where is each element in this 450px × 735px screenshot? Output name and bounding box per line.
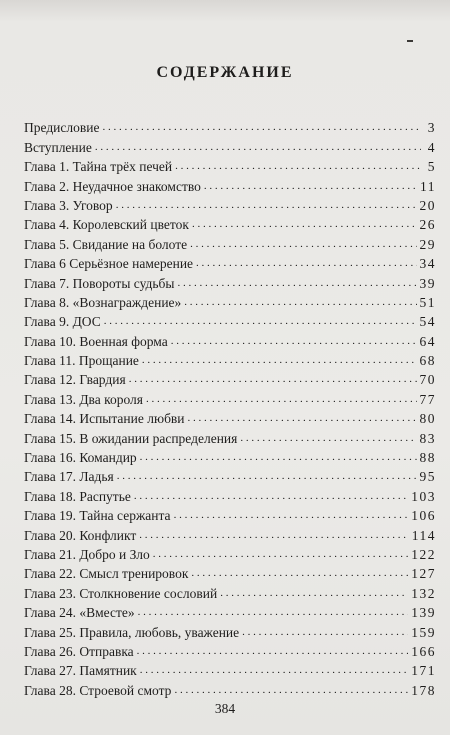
toc-entry-page: 103	[411, 488, 436, 504]
dot-leader	[140, 664, 409, 677]
toc-entry-page: 3	[427, 120, 436, 136]
toc-entry	[24, 174, 436, 193]
toc-entry-page: 77	[419, 391, 436, 407]
toc-entry	[24, 407, 436, 426]
toc-entry	[24, 562, 436, 581]
toc-entry	[24, 135, 436, 154]
toc-entry-page: 68	[419, 353, 436, 369]
toc-entry	[24, 387, 436, 406]
toc-entry	[24, 446, 436, 465]
toc-entry	[24, 194, 436, 213]
toc-entry-page: 178	[411, 682, 436, 698]
dot-leader	[196, 257, 416, 270]
toc-entry-title: Глава 24. «Вместе»	[24, 605, 135, 621]
dot-leader	[129, 373, 417, 386]
toc-entry-title: Глава 9. ДОС	[24, 314, 101, 330]
toc-entry-page: 20	[419, 197, 436, 213]
dot-leader	[117, 470, 417, 483]
dot-leader	[137, 645, 409, 658]
dot-leader	[204, 180, 417, 193]
toc-entry-page: 139	[411, 605, 436, 621]
dot-leader	[95, 141, 421, 154]
toc-entry-title: Глава 1. Тайна трёх печей	[24, 159, 173, 175]
toc-entry	[24, 349, 436, 368]
toc-entry-title: Глава 14. Испытание любви	[24, 411, 185, 427]
toc-entry	[24, 484, 436, 503]
toc-entry-page: 70	[419, 372, 436, 388]
toc-entry	[24, 252, 436, 271]
dot-leader	[188, 412, 417, 425]
toc-entry-title: Глава 22. Смысл тренировок	[24, 566, 189, 582]
dot-leader	[177, 277, 416, 290]
toc-entry	[24, 659, 436, 678]
toc-entry	[24, 620, 436, 639]
dot-leader	[139, 529, 408, 542]
dot-leader	[240, 432, 416, 445]
toc-entry-title: Глава 4. Королевский цветок	[24, 217, 189, 233]
toc-entry-page: 54	[419, 314, 436, 330]
toc-entry-title: Глава 12. Гвардия	[24, 372, 126, 388]
toc-entry-page: 88	[419, 450, 436, 466]
toc-entry-title: Глава 15. В ожидании распределения	[24, 430, 238, 446]
toc-entry-page: 106	[411, 508, 436, 524]
toc-entry-page: 64	[419, 333, 436, 349]
toc-entry-page: 132	[411, 585, 436, 601]
toc-entry	[24, 543, 436, 562]
toc-entry-title: Глава 3. Уговор	[24, 197, 113, 213]
dot-leader	[116, 199, 417, 212]
dot-leader	[184, 296, 416, 309]
print-mark	[407, 40, 413, 42]
toc-entry	[24, 213, 436, 232]
toc-entry-title: Глава 8. «Вознаграждение»	[24, 294, 182, 310]
toc-entry	[24, 523, 436, 542]
toc-entry	[24, 504, 436, 523]
toc-entry-page: 166	[411, 643, 436, 659]
toc-entry-page: 29	[419, 236, 436, 252]
toc-entry-title: Вступление	[24, 139, 92, 155]
toc-entry-title: Глава 5. Свидание на болоте	[24, 236, 188, 252]
toc-entry	[24, 426, 436, 445]
toc-entry-page: 34	[419, 256, 436, 272]
toc-entry	[24, 368, 436, 387]
dot-leader	[140, 451, 417, 464]
toc-entry-title: Глава 6 Серьёзное намерение	[24, 256, 194, 272]
dot-leader	[153, 548, 409, 561]
dot-leader	[190, 238, 416, 251]
toc-entry-title: Глава 28. Строевой смотр	[24, 682, 172, 698]
toc-entry-page: 11	[420, 178, 436, 194]
toc-entry-title: Глава 17. Ладья	[24, 469, 114, 485]
toc-entry-title: Глава 21. Добро и Зло	[24, 546, 150, 562]
toc-entry-page: 95	[419, 469, 436, 485]
toc-entry	[24, 678, 436, 697]
dot-leader	[142, 354, 417, 367]
toc-entry-page: 127	[411, 566, 436, 582]
toc-entry	[24, 465, 436, 484]
toc-entry-title: Глава 26. Отправка	[24, 643, 134, 659]
toc-entry	[24, 116, 436, 135]
toc-entry-title: Глава 18. Распутье	[24, 488, 131, 504]
toc-entry-title: Предисловие	[24, 120, 100, 136]
toc-entry-page: 159	[411, 624, 436, 640]
page-number: 384	[214, 701, 236, 716]
toc-entry	[24, 581, 436, 600]
toc-entry	[24, 271, 436, 290]
toc-entry-page: 5	[427, 159, 436, 175]
toc-entry-title: Глава 11. Прощание	[24, 353, 139, 369]
toc-entry-page: 122	[411, 546, 436, 562]
toc-entry-title: Глава 25. Правила, любовь, уважение	[24, 624, 240, 640]
toc-entry-page: 114	[411, 527, 436, 543]
toc-entry-title: Глава 7. Повороты судьбы	[24, 275, 175, 291]
toc-entry-page: 80	[419, 411, 436, 427]
toc-entry-title: Глава 23. Столкновение сословий	[24, 585, 218, 601]
dot-leader	[220, 587, 408, 600]
dot-leader	[104, 315, 417, 328]
toc-entry	[24, 291, 436, 310]
toc-entry-title: Глава 16. Командир	[24, 450, 137, 466]
toc-entry-title: Глава 27. Памятник	[24, 663, 137, 679]
toc-entry-page: 171	[411, 663, 436, 679]
dot-leader	[175, 160, 421, 173]
dot-leader	[191, 567, 408, 580]
toc-entry-page: 39	[419, 275, 436, 291]
toc-entry-page: 83	[419, 430, 436, 446]
dot-leader	[138, 606, 409, 619]
toc-entry-title: Глава 2. Неудачное знакомство	[24, 178, 201, 194]
toc-entry	[24, 310, 436, 329]
toc-entry	[24, 640, 436, 659]
toc-entry	[24, 155, 436, 174]
dot-leader	[192, 218, 417, 231]
toc-entry-title: Глава 10. Военная форма	[24, 333, 168, 349]
dot-leader	[174, 509, 409, 522]
toc-entry-page: 4	[427, 139, 436, 155]
dot-leader	[146, 393, 417, 406]
toc-entry	[24, 601, 436, 620]
dot-leader	[102, 121, 421, 134]
toc-entry-title: Глава 19. Тайна сержанта	[24, 508, 171, 524]
toc-entry-page: 26	[419, 217, 436, 233]
toc-entry	[24, 329, 436, 348]
page-title: СОДЕРЖАНИЕ	[156, 64, 294, 81]
toc-entry-page: 51	[419, 294, 436, 310]
toc-entry-title: Глава 20. Конфликт	[24, 527, 137, 543]
dot-leader	[171, 335, 417, 348]
table-of-contents	[24, 116, 436, 698]
dot-leader	[174, 684, 408, 697]
dot-leader	[134, 490, 408, 503]
toc-entry-title: Глава 13. Два короля	[24, 391, 143, 407]
toc-entry	[24, 232, 436, 251]
dot-leader	[242, 626, 408, 639]
